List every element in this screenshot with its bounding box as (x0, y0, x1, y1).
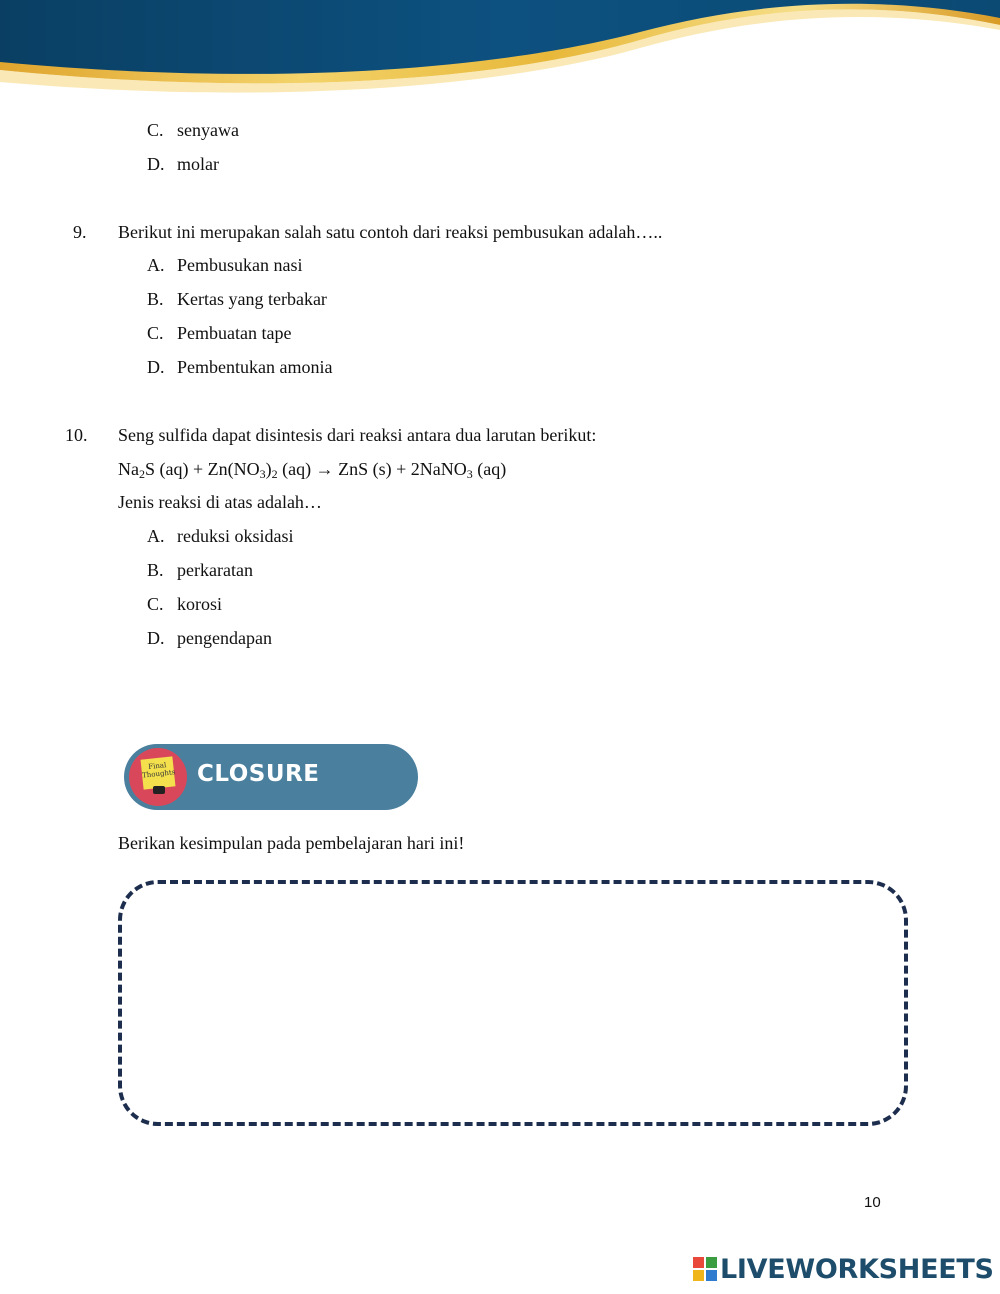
question-number: 9. (73, 222, 87, 242)
closure-prompt: Berikan kesimpulan pada pembelajaran hari ini! (118, 833, 465, 853)
option-letter: A. (147, 255, 165, 275)
question-number: 10. (65, 425, 88, 445)
option-text: reduksi oksidasi (177, 526, 294, 546)
page-number: 10 (864, 1194, 881, 1211)
option-letter: B. (147, 560, 164, 580)
sticky-note: Final Thoughts (141, 756, 176, 789)
chemical-equation: $Na_2S$ $(aq) + Zn(NO_3)_2$ (aq) → ZnS (s) + 2NaNO$_3$ (aq) (118, 459, 507, 481)
option-text: Kertas yang terbakar (177, 289, 327, 309)
option-letter: C. (147, 594, 164, 614)
closure-title: CLOSURE (197, 761, 320, 787)
option-letter: D. (147, 154, 165, 174)
option-text: senyawa (177, 120, 239, 140)
option-text: Pembuatan tape (177, 323, 292, 343)
liveworksheets-brand (693, 1252, 994, 1286)
option-text: perkaratan (177, 560, 253, 580)
option-text: pengendapan (177, 628, 272, 648)
option-letter: A. (147, 526, 165, 546)
option-letter: C. (147, 120, 164, 140)
option-text: korosi (177, 594, 222, 614)
conclusion-answer-box[interactable] (118, 880, 908, 1126)
option-letter: B. (147, 289, 164, 309)
question-text: Seng sulfida dapat disintesis dari reaksi antara dua larutan berikut: (118, 425, 597, 445)
option-letter: D. (147, 357, 165, 377)
option-letter: D. (147, 628, 165, 648)
option-text: molar (177, 154, 219, 174)
header-wave-banner (0, 0, 1000, 110)
option-letter: C. (147, 323, 164, 343)
final-thoughts-note-icon (129, 748, 187, 806)
option-text: Pembentukan amonia (177, 357, 333, 377)
option-text: Pembusukan nasi (177, 255, 303, 275)
brand-name: LIVEWORKSHEETS (720, 1253, 994, 1285)
binder-clip-icon (153, 786, 165, 794)
question-followup: Jenis reaksi di atas adalah… (118, 492, 322, 512)
question-text: Berikut ini merupakan salah satu contoh dari reaksi pembusukan adalah….. (118, 222, 663, 242)
liveworksheets-logo-icon (693, 1257, 717, 1281)
